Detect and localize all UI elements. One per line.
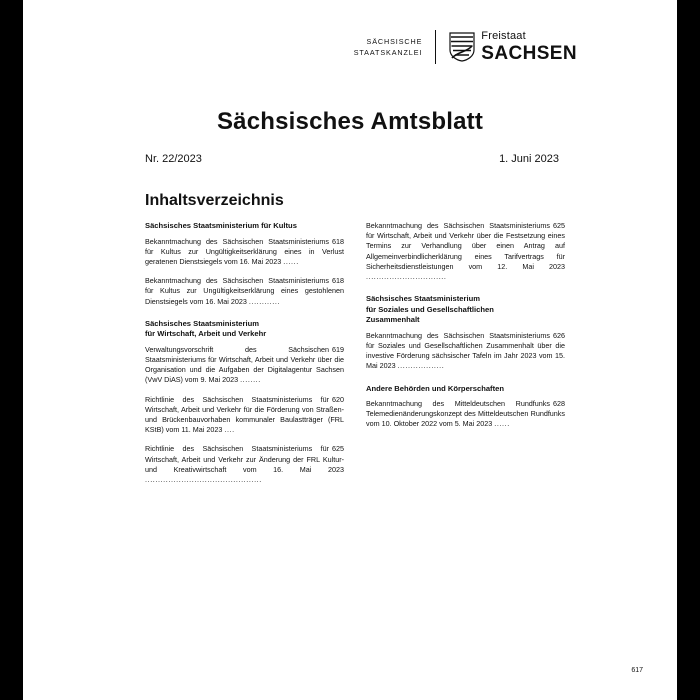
- toc-entry-text: Bekanntmachung des Sächsischen Staatsministeriums für Wirtschaft, Arbeit und Verkehr über die Festsetzung eines Termins zur Verhandlung über einen Antrag auf Allgemeinverbindlicherklärung eines Tarifvertrags für Sicherheitsdienstleistungen vom 12. Mai 2023: [366, 221, 565, 271]
- toc-entry-text: Richtlinie des Sächsischen Staatsministeriums für Wirtschaft, Arbeit und Verkehr für die Förderung von Straßen- und Brückenbauvorhaben kommunaler Baulastträger (FRL KStB) vom 11. Mai 2023: [145, 394, 344, 435]
- toc-entry-page: 625: [553, 221, 565, 230]
- saxony-coat-of-arms-icon: [449, 32, 475, 62]
- issue-number: Nr. 22/2023: [145, 153, 202, 165]
- page-number: 617: [631, 667, 643, 674]
- toc-entry[interactable]: [145, 237, 344, 268]
- toc-entry[interactable]: [145, 444, 344, 485]
- toc-entry-leader-dots: ............: [248, 296, 281, 306]
- authority-name: [354, 36, 423, 58]
- toc-entry-leader-dots: ......: [494, 419, 510, 429]
- toc-entry-leader-dots: ...............................: [366, 272, 447, 282]
- toc-entry-page: 625: [332, 444, 344, 454]
- toc-entry[interactable]: [366, 399, 565, 430]
- toc-entry-leader-dots: ........: [240, 375, 261, 385]
- toc-entry-text: Bekanntmachung des Sächsischen Staatsministeriums für Kultus zur Ungültigkeitserklärung eines gestohlenen Dienstsiegels vom 16. Mai 2023: [145, 276, 344, 306]
- toc-entry[interactable]: [366, 221, 565, 282]
- document-header: [23, 30, 677, 64]
- toc-section-title: Sächsisches Staatsministerium für Kultus: [145, 221, 297, 230]
- toc-heading: Inhaltsverzeichnis: [145, 192, 284, 209]
- authority-line-1: SÄCHSISCHE: [366, 37, 423, 46]
- issue-line: [145, 153, 559, 165]
- toc-entry-page: 618: [332, 236, 344, 246]
- toc-columns: [145, 221, 565, 494]
- toc-entry-page: 618: [332, 276, 344, 286]
- document-page: [23, 0, 677, 700]
- toc-entry-page: 626: [553, 330, 565, 340]
- toc-entry-text: Bekanntmachung des Sächsischen Staatsministeriums für Soziales und Gesellschaftlichen Zusammenhalt über die investive Förderung sächsischer Tafeln im Jahr 2023 vom 15. Mai 2023: [366, 330, 565, 371]
- state-name: [481, 30, 577, 64]
- toc-entry-text: Bekanntmachung des Mitteldeutschen Rundfunks Telemedienänderungskonzept des Mitteldeutschen Rundfunks vom 10. Oktober 2022 vom 5. Mai 2023: [366, 399, 565, 429]
- toc-entry[interactable]: [145, 345, 344, 386]
- toc-entry[interactable]: [145, 276, 344, 307]
- state-line-1: Freistaat: [481, 30, 526, 42]
- authority-line-2: STAATSKANZLEI: [353, 48, 423, 57]
- toc-entry-page: 620: [332, 394, 344, 404]
- toc-column-right: [366, 221, 565, 494]
- toc-entry-leader-dots: ....: [224, 425, 235, 435]
- state-line-2: SACHSEN: [481, 43, 577, 64]
- toc-entry-text: Bekanntmachung des Sächsischen Staatsministeriums für Kultus zur Ungültigkeitserklärung eines in Verlust geratenen Dienstsiegels vom 16. Mai 2023: [145, 236, 344, 266]
- toc-entry-page: 619: [332, 344, 344, 354]
- toc-entry-leader-dots: .............................................: [145, 474, 262, 484]
- toc-column-left: [145, 221, 344, 494]
- toc-entry-text: Richtlinie des Sächsischen Staatsministeriums für Wirtschaft, Arbeit und Verkehr zur Änderung der FRL Kultur- und Kreativwirtschaft vom 16. Mai 2023: [145, 444, 344, 474]
- toc-entry[interactable]: [366, 331, 565, 372]
- issue-date: 1. Juni 2023: [499, 153, 559, 165]
- page-title: Sächsisches Amtsblatt: [216, 108, 484, 135]
- toc-entry-leader-dots: ......: [283, 256, 299, 266]
- toc-section-title: Sächsisches Staatsministerium für Wirtschaft, Arbeit und Verkehr: [145, 318, 267, 339]
- toc-entry[interactable]: [145, 395, 344, 436]
- toc-entry-page: 628: [553, 399, 565, 409]
- header-divider: [435, 30, 436, 64]
- toc-entry-text: Verwaltungsvorschrift des Sächsischen Staatsministeriums für Wirtschaft, Arbeit und Verkehr über die Organisation und die Aufgaben der Digitalagentur Sachsen (VwV DiAS) vom 9. Mai 2023: [145, 344, 344, 385]
- toc-section-title: Sächsisches Staatsministerium für Soziales und Gesellschaftlichen Zusammenhalt: [366, 294, 494, 325]
- toc-section-title: Andere Behörden und Körperschaften: [366, 383, 504, 393]
- toc-entry-leader-dots: ..................: [397, 361, 445, 371]
